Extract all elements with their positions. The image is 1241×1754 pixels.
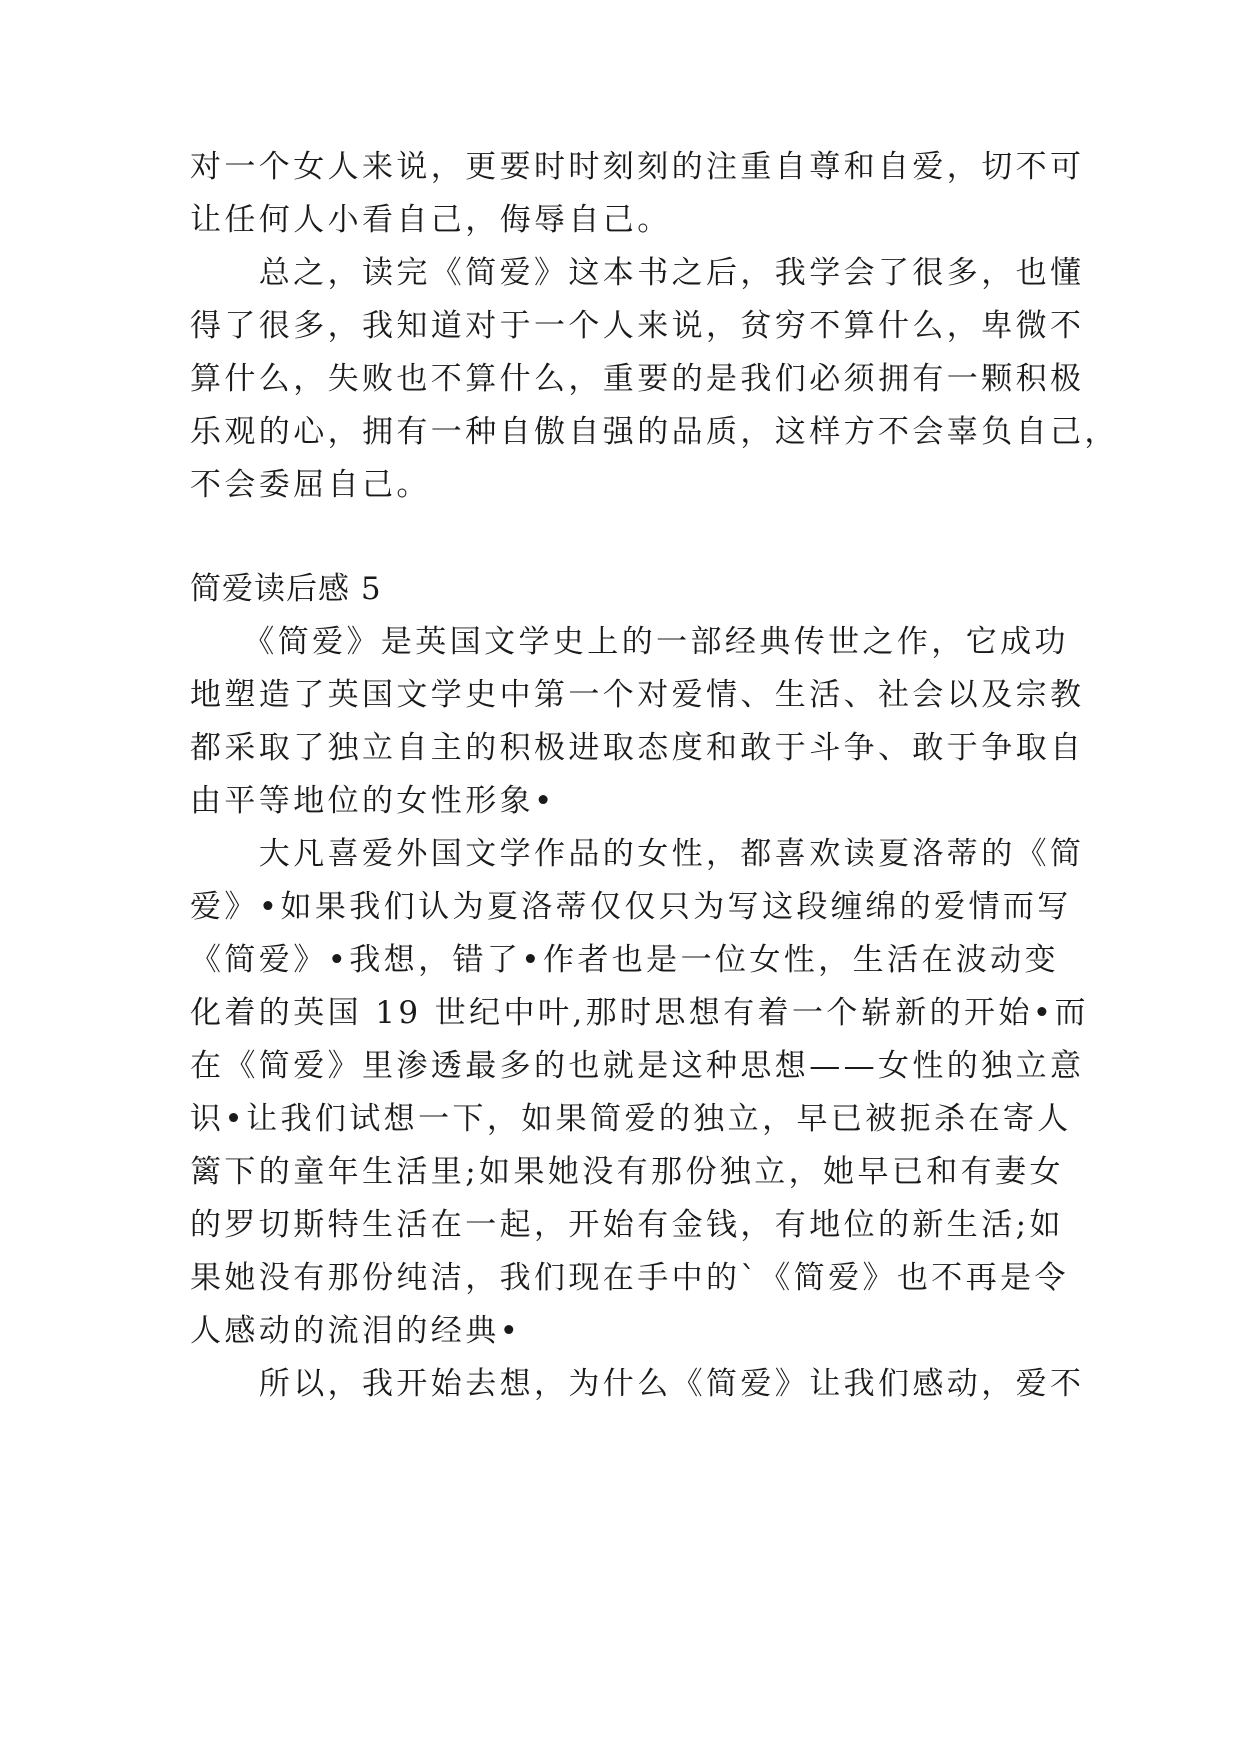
paragraph-line: 化着的英国 19 世纪中叶,那时思想有着一个崭新的开始•而: [190, 995, 1089, 1031]
paragraph-line: 爱》•如果我们认为夏洛蒂仅仅只为写这段缠绵的爱情而写: [190, 889, 1072, 925]
paragraph-line: 《简爱》•我想，错了•作者也是一位女性，生活在波动变: [190, 942, 1059, 978]
paragraph-line: 由平等地位的女性形象•: [190, 783, 556, 819]
paragraph-line: 《简爱》是英国文学史上的一部经典传世之作，它成功: [190, 624, 1069, 660]
paragraph-line: 得了很多，我知道对于一个人来说，贫穷不算什么，卑微不: [190, 308, 1085, 344]
paragraph-line: 地塑造了英国文学史中第一个对爱情、生活、社会以及宗教: [190, 677, 1085, 713]
paragraph-line: 对一个女人来说，更要时时刻刻的注重自尊和自爱，切不可: [190, 149, 1085, 185]
paragraph-line: 的罗切斯特生活在一起，开始有金钱，有地位的新生活;如: [190, 1207, 1064, 1243]
paragraph-line: 人感动的流泪的经典•: [190, 1313, 522, 1349]
paragraph-line: 不会委屈自己。: [190, 467, 431, 503]
section-heading: 简爱读后感 5: [190, 571, 382, 607]
paragraph-line: 总之，读完《简爱》这本书之后，我学会了很多，也懂: [190, 255, 1085, 291]
paragraph-line: 乐观的心，拥有一种自傲自强的品质，这样方不会辜负自己，: [190, 414, 1119, 450]
paragraph-line: 果她没有那份纯洁，我们现在手中的`《简爱》也不再是令: [190, 1260, 1069, 1296]
paragraph-line: 都采取了独立自主的积极进取态度和敢于斗争、敢于争取自: [190, 730, 1085, 766]
paragraph-line: 大凡喜爱外国文学作品的女性，都喜欢读夏洛蒂的《简: [190, 836, 1085, 872]
paragraph-line: 算什么，失败也不算什么，重要的是我们必须拥有一颗积极: [190, 361, 1085, 397]
paragraph-line: 在《简爱》里渗透最多的也就是这种思想——女性的独立意: [190, 1048, 1085, 1084]
paragraph-line: 所以，我开始去想，为什么《简爱》让我们感动，爱不: [190, 1366, 1085, 1402]
paragraph-line: 识•让我们试想一下，如果简爱的独立，早已被扼杀在寄人: [190, 1101, 1072, 1137]
paragraph-line: 让任何人小看自己，侮辱自己。: [190, 202, 672, 238]
paragraph-line: 篱下的童年生活里;如果她没有那份独立，她早已和有妻女: [190, 1154, 1064, 1190]
